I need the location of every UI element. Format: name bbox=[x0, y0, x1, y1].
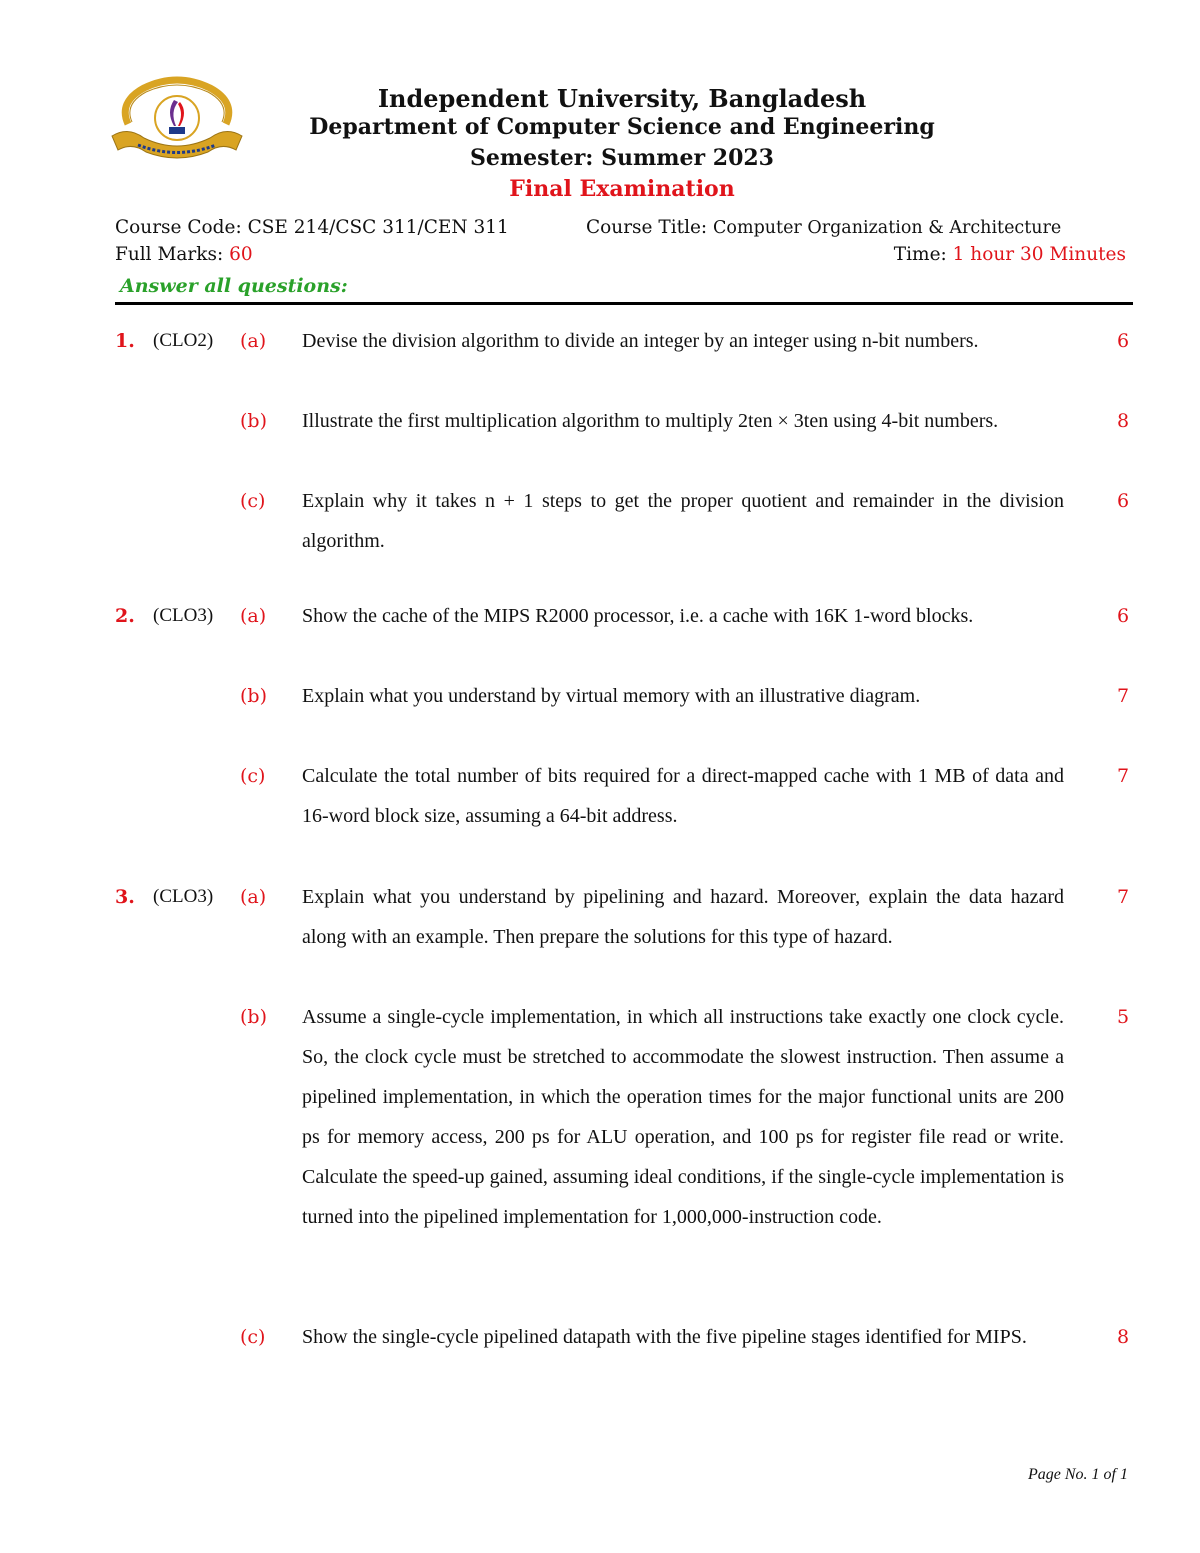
question-number: 3. bbox=[115, 886, 135, 908]
part-label: (b) bbox=[240, 1006, 267, 1028]
part-text: Assume a single-cycle implementation, in which all instructions take exactly one clock cycle. So, the clock cycle must be stretched to accommodate the slowest instruction. Then assume a pipelined implementation, in which the operation times for the major functional units are 200 ps for memory access, 200 ps for ALU operation, and 100 ps for register file read or write. Calculate the speed-up gained, assuming ideal conditions, if the single-cycle implementation is turned into the pipelined implementation for 1,000,000-instruction code. bbox=[302, 1006, 1064, 1228]
part-label: (c) bbox=[240, 490, 266, 512]
part-marks: 6 bbox=[1116, 490, 1130, 512]
question-number: 1. bbox=[115, 330, 135, 352]
time-value: 1 hour 30 Minutes bbox=[952, 244, 1126, 265]
course-code-value: CSE 214/CSC 311/CEN 311 bbox=[247, 217, 509, 238]
part-label: (a) bbox=[240, 886, 267, 908]
semester: Semester: Summer 2023 bbox=[470, 145, 774, 171]
part-marks: 7 bbox=[1116, 886, 1130, 908]
page-number: Page No. 1 of 1 bbox=[1028, 1466, 1128, 1483]
course-code bbox=[115, 217, 509, 238]
part-marks: 7 bbox=[1116, 765, 1130, 787]
question-number: 2. bbox=[115, 605, 135, 627]
department-name: Department of Computer Science and Engineering bbox=[309, 114, 935, 140]
part-label: (c) bbox=[240, 1326, 266, 1348]
header-divider bbox=[115, 302, 1133, 305]
exam-time bbox=[894, 244, 1126, 265]
question-clo: (CLO3) bbox=[153, 605, 214, 626]
part-label: (a) bbox=[240, 330, 267, 352]
course-title bbox=[586, 217, 1061, 238]
full-marks-label: Full Marks: bbox=[115, 244, 230, 265]
part-text: Illustrate the first multiplication algorithm to multiply 2ten × 3ten using 4-bit numbers. bbox=[302, 410, 999, 432]
part-label: (c) bbox=[240, 765, 266, 787]
part-text: Explain what you understand by virtual memory with an illustrative diagram. bbox=[302, 685, 921, 707]
part-text: Show the single-cycle pipelined datapath with the five pipeline stages identified for MIPS. bbox=[302, 1326, 1027, 1348]
time-label: Time: bbox=[893, 244, 953, 265]
part-marks: 6 bbox=[1116, 605, 1130, 627]
part-marks: 6 bbox=[1116, 330, 1130, 352]
question-clo: (CLO3) bbox=[153, 886, 214, 907]
exam-type: Final Examination bbox=[509, 176, 735, 202]
part-text: Explain what you understand by pipelining and hazard. Moreover, explain the data hazard along with an example. Then prepare the solutions for this type of hazard. bbox=[302, 886, 1064, 948]
part-text: Calculate the total number of bits required for a direct-mapped cache with 1 MB of data and 16-word block size, assuming a 64-bit address. bbox=[302, 765, 1064, 827]
university-name: Independent University, Bangladesh bbox=[377, 84, 867, 113]
course-code-label: Course Code: bbox=[115, 217, 248, 238]
part-marks: 5 bbox=[1116, 1006, 1130, 1028]
part-text: Devise the division algorithm to divide an integer by an integer using n-bit numbers. bbox=[302, 330, 979, 352]
part-marks: 7 bbox=[1116, 685, 1130, 707]
instruction: Answer all questions: bbox=[120, 275, 348, 297]
question-clo: (CLO2) bbox=[153, 330, 214, 351]
full-marks-value: 60 bbox=[229, 244, 253, 265]
part-marks: 8 bbox=[1116, 410, 1130, 432]
part-marks: 8 bbox=[1116, 1326, 1130, 1348]
course-title-label: Course Title: bbox=[586, 217, 714, 238]
full-marks bbox=[115, 244, 253, 265]
course-title-value: Computer Organization & Architecture bbox=[713, 218, 1062, 238]
part-text: Explain why it takes n + 1 steps to get the proper quotient and remainder in the division algorithm. bbox=[302, 490, 1064, 552]
part-label: (a) bbox=[240, 605, 267, 627]
part-label: (b) bbox=[240, 410, 267, 432]
part-label: (b) bbox=[240, 685, 267, 707]
part-text: Show the cache of the MIPS R2000 processor, i.e. a cache with 16K 1-word blocks. bbox=[302, 605, 974, 627]
